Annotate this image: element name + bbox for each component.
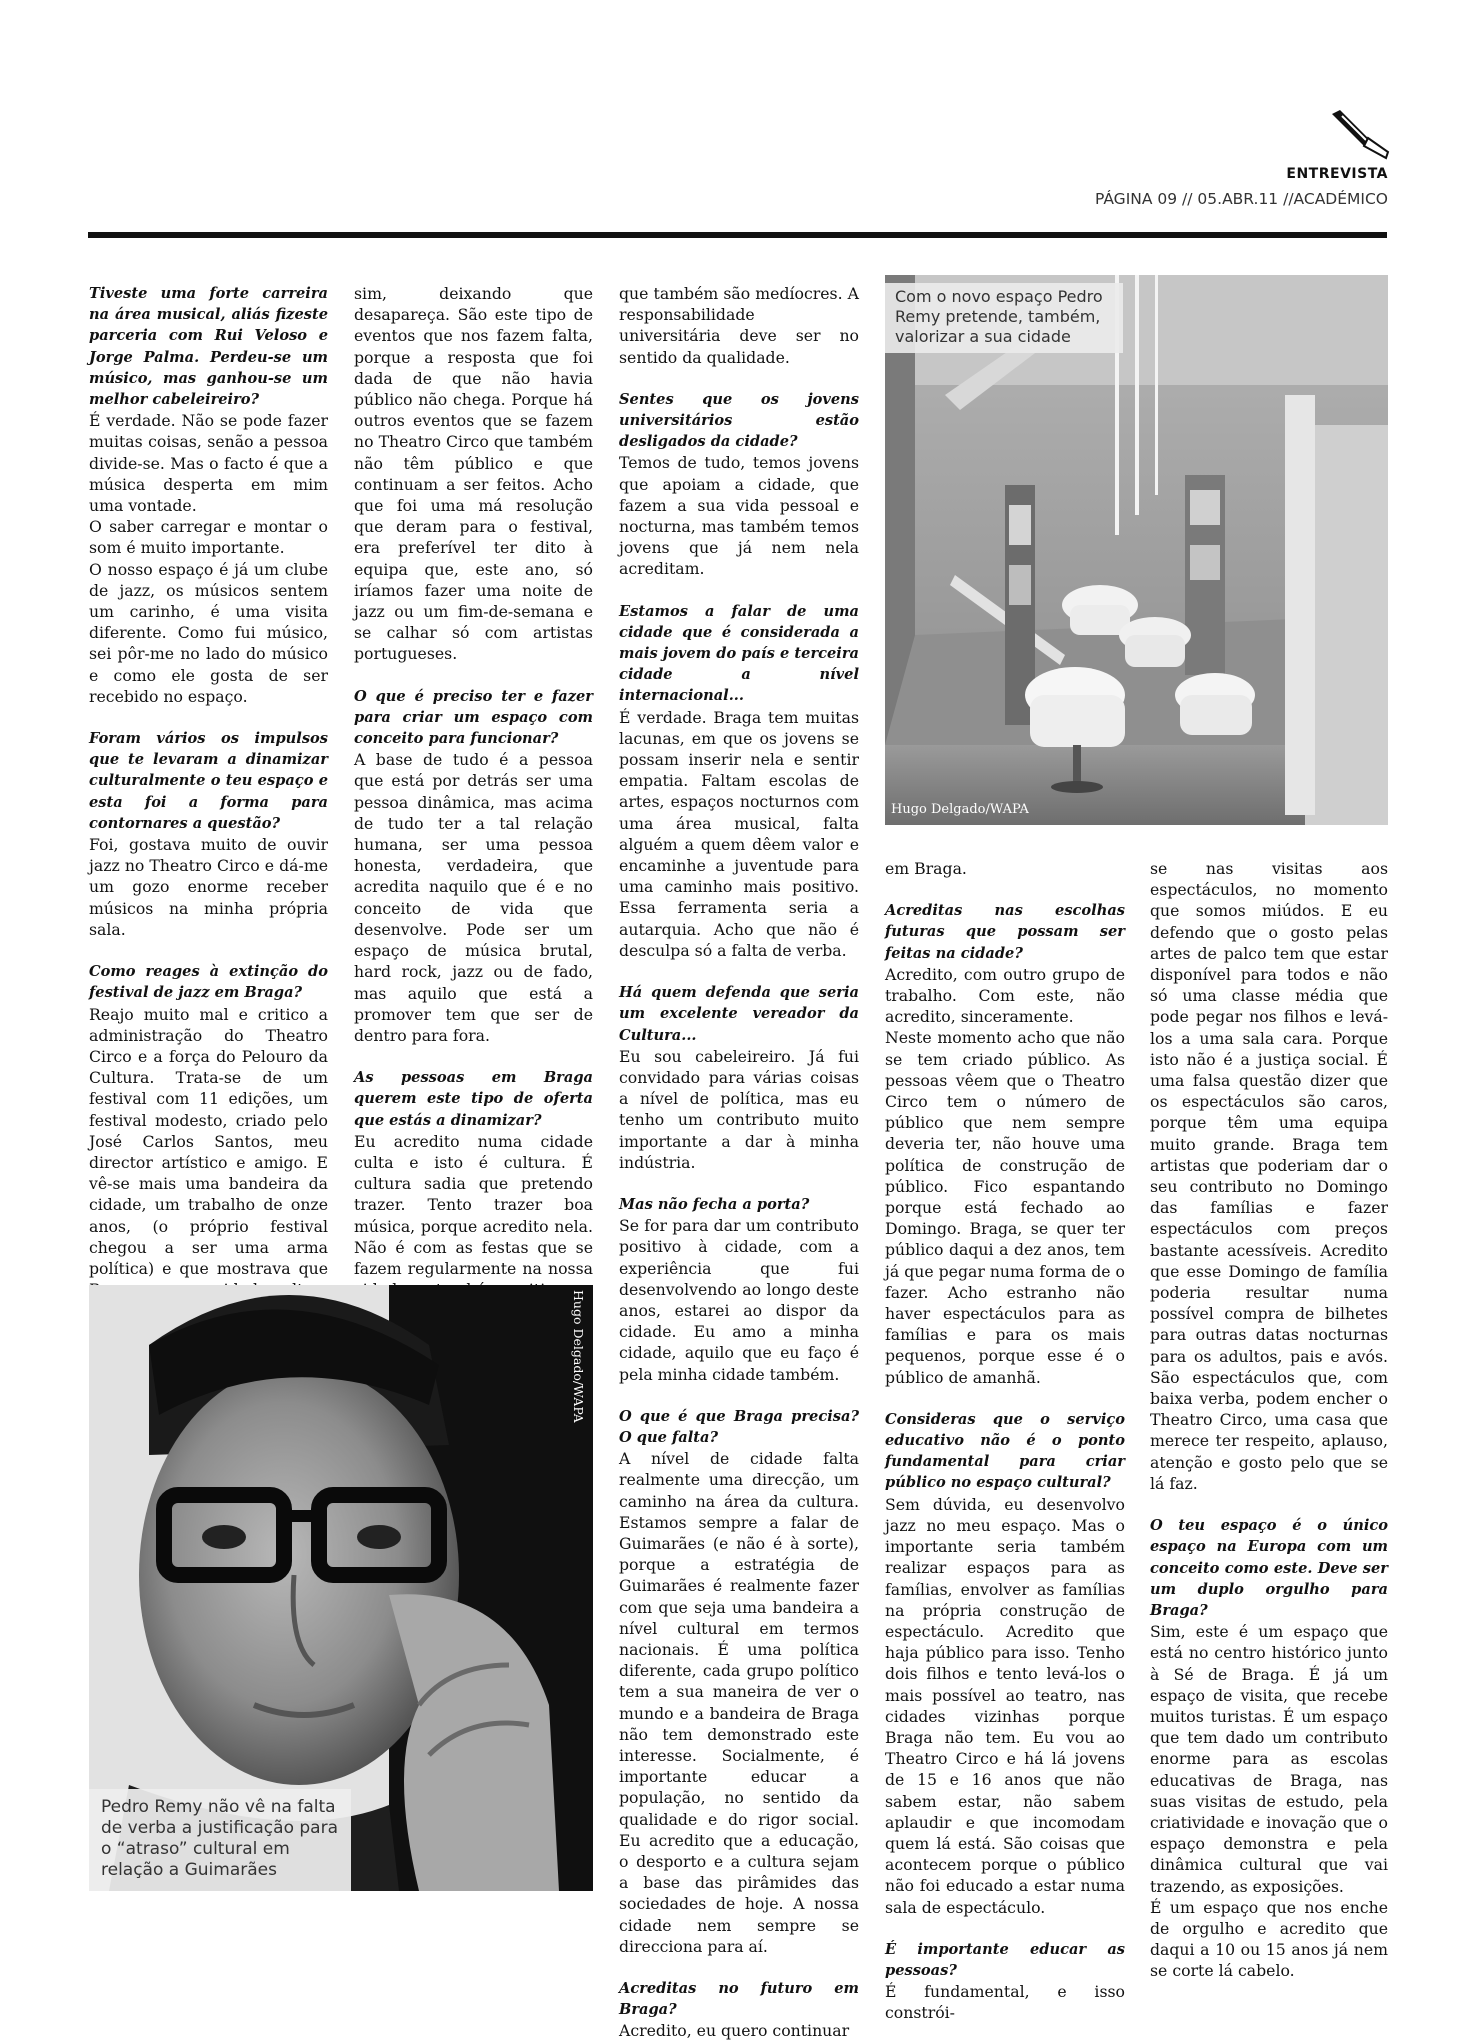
column-3 [619, 283, 859, 2042]
interview-question: Tiveste uma forte carreira na área musical, aliás fizeste parceria com Rui Veloso e Jorge Palma. Perdeu-se um músico, mas ganhou-se um melhor cabeleireiro? [89, 285, 328, 409]
interview-answer: O nosso espaço é já um clube de jazz, os músicos sentem um carinho, é uma visita diferente. Como fui músico, sei pôr-me no lado do músico e como ele gosta de ser recebido no espaço. [89, 559, 328, 706]
interview-question: Estamos a falar de uma cidade que é considerada a mais jovem do país e terceira cidade a nível internacional... [619, 602, 859, 705]
interview-answer: Eu sou cabeleireiro. Já fui convidado para várias coisas a nível de política, mas eu tenho um contributo muito importante a dar à minha indústria. [619, 1046, 859, 1172]
column-1 [89, 283, 328, 1322]
interview-question: Acreditas no futuro em Braga? [619, 1980, 859, 2019]
column-4 [885, 858, 1125, 2024]
interview-answer: A base de tudo é a pessoa que está por detrás ser uma pessoa dinâmica, mas acima de tudo ter a tal relação humana, ser uma pessoa honesta, verdadeira, que acredita naquilo que é e no conceito de vida que desenvolve. Pode ser um espaço de música brutal, hard rock, jazz ou de fado, mas aquilo que está a promover tem que ser de dentro para fora. [354, 750, 593, 1045]
interview-question: Acreditas nas escolhas futuras que possam ser feitas na cidade? [885, 902, 1125, 962]
portrait-photo [89, 1285, 593, 1891]
page-info: PÁGINA 09 // 05.ABR.11 //ACADÉMICO [1095, 190, 1388, 208]
interview-answer: que também são medíocres. A responsabilidade universitária deve ser no sentido da qualidade. [619, 284, 859, 367]
interview-answer: Eu acredito numa cidade culta e isto é cultura. É cultura sadia que pretendo trazer. Tento trazer boa música, porque acredito nela. Não é com as festas que se fazem regularmente na nossa [354, 1131, 593, 1278]
interview-answer: Sim, este é um espaço que está no centro histórico junto à Sé de Braga. É já um espaço de visita, que recebe muitos turistas. É um espaço que tem dado um contributo enorme para as escolas educativas de Braga, nas suas visitas de estudo, pela criatividade e inovação que o espaço demonstra e pela dinâmica cultural que vai trazendo, as exposições. [1150, 1622, 1388, 1896]
interview-answer: Acredito, eu quero continuar [619, 2021, 850, 2041]
interview-question: As pessoas em Braga querem este tipo de oferta que estás a dinamizar? [354, 1069, 593, 1129]
interview-question: O que é que Braga precisa? O que falta? [619, 1407, 859, 1446]
interview-answer: A nível de cidade falta realmente uma direcção, um caminho na área da cultura. Estamos sempre a falar de Guimarães (e não é à sorte), porque a estratégia de Guimarães é realmente fazer com que seja uma bandeira a nível cultural em termos nacionais. É uma política diferente, cada grupo político tem a sua maneira de ver o mundo e a bandeira de Braga não tem demonstrado este interesse. Socialmente, é importante educar a população, no sentido da qualidade e do rigor social. Eu acredito que a educação, o desporto e a cultura sejam a base das pirâmides das sociedades de hoje. A nossa cidade nem sempre se direcciona para aí. [619, 1449, 859, 1956]
salon-interior-photo [885, 275, 1388, 825]
photo-credit: Hugo Delgado/WAPA [891, 802, 1029, 817]
interview-answer: O saber carregar e montar o som é muito importante. [89, 517, 328, 558]
interview-question: É importante educar as pessoas? [885, 1940, 1125, 1979]
interview-answer: se nas visitas aos espectáculos, no momento que somos miúdos. E eu defendo que o gosto pelas artes de palco tem que estar disponível para todos e não só uma classe média que pode pegar nos filhos e levá-los a uma sala cara. Porque isto não é a justiça social. É uma falsa questão dizer que os espectáculos são caros, porque têm uma equipa muito grande. Braga tem artistas que poderiam dar o seu contributo no Domingo das famílias e fazer espectáculos com preços bastante acessíveis. Acredito que esse Domingo de família poderia resultar numa possível compra de bilhetes para outras datas nocturnas para os adultos, pais e avós. São espectáculos que, com baixa verba, podem encher o Theatro Circo, uma casa que merece ter respeito, aplauso, atenção e gosto pelo que se lá faz. [1150, 859, 1388, 1493]
interview-question: Mas não fecha a porta? [619, 1195, 810, 1213]
interview-question: Como reages à extinção do festival de jazz em Braga? [89, 963, 328, 1002]
interview-question: Consideras que o serviço educativo não é o ponto fundamental para criar público no espaço cultural? [885, 1410, 1125, 1492]
interview-answer: Temos de tudo, temos jovens que apoiam a cidade, que fazem a sua vida pessoal e nocturna, mas também temos jovens que já nem nela acreditam. [619, 453, 859, 579]
portrait-caption: Pedro Remy não vê na falta de verba a justificação para o “atraso” cultural em relação a Guimarães [89, 1789, 351, 1891]
interview-question: O teu espaço é o único espaço na Europa com um conceito como este. Deve ser um duplo orgulho para Braga? [1150, 1517, 1388, 1619]
interview-answer: Neste momento acho que não se tem criado público. As pessoas vêem que o Theatro Circo tem o número de público que nem sempre deveria ter, não houve uma política de construção de público. Fico espantando porque está fechado ao Domingo. Braga, se quer ter público daqui a dez anos, tem já que pegar numa forma de o fazer. Acho estranho não haver espectáculos para as famílias e para os mais pequenos, porque esse é o público de amanhã. [885, 1028, 1125, 1387]
hair-clipper-logo-icon [1328, 108, 1393, 160]
interview-answer: É um espaço que nos enche de orgulho e acredito que daqui a 10 ou 15 anos já nem se corte lá cabelo. [1150, 1897, 1388, 1981]
interview-answer: Reajo muito mal e critico a administração do Theatro Circo e a força do Pelouro da Cultura. Trata-se de um festival com 11 edições, um festival modesto, criado pelo José Carlos Santos, meu director artístico e amigo. E vê-se mais uma bandeira da cidade, um trabalho de onze anos, (o próprio festival chegou a ser uma arma política) e que mostrava que [89, 1004, 328, 1278]
interview-answer: É verdade. Braga tem muitas lacunas, em que os jovens se possam inserir nela e sentir empatia. Faltam escolas de artes, espaços nocturnos com uma área musical, falta alguém a quem dêem valor e encaminhe a juventude para uma caminho mais positivo. Essa ferramenta seria a autarquia. Acho que não é desculpa só a falta de verba. [619, 707, 859, 960]
interview-answer: É verdade. Não se pode fazer muitas coisas, senão a pessoa divide-se. Mas o facto é que a música desperta em mim uma vontade. [89, 411, 328, 516]
portrait-credit: Hugo Delgado/WAPA [571, 1290, 586, 1423]
interview-answer: sim, deixando que desapareça. São este tipo de eventos que nos fazem falta, porque a resposta que foi dada de que não havia público não chega. Porque há outros eventos que se fazem no Theatro Circo que também não têm público e que continuam a ser feitos. Acho que foi uma má resolução que deram para o festival, era preferível ter dito à equipa que, este ano, só iríamos fazer uma noite de jazz ou um fim-de-semana e se calhar só com artistas portugueses. [354, 284, 593, 664]
photo-caption: Com o novo espaço Pedro Remy pretende, também, valorizar a sua cidade [885, 283, 1123, 353]
section-label: ENTREVISTA [1286, 166, 1388, 182]
interview-question: Sentes que os jovens universitários estão desligados da cidade? [619, 390, 859, 451]
interview-answer: em Braga. [885, 859, 967, 878]
column-2 [354, 283, 593, 1322]
interview-answer: Acredito, com outro grupo de trabalho. Com este, não acredito, sinceramente. [885, 964, 1125, 1027]
interview-answer: É fundamental, e isso constrói- [885, 1982, 1125, 2023]
column-5 [1150, 858, 1388, 1982]
interview-question: O que é preciso ter e fazer para criar um espaço com conceito para funcionar? [354, 687, 593, 748]
interview-question: Foram vários os impulsos que te levaram a dinamizar culturalmente o teu espaço e esta foi a forma para contornares a questão? [89, 730, 328, 832]
interview-answer: Se for para dar um contributo positivo à cidade, com a experiência que fui desenvolvendo ao longo deste anos, estarei ao dispor da cidade. Eu amo a minha cidade, aquilo que eu faço é pela minha cidade também. [619, 1216, 859, 1384]
interview-question: Há quem defenda que seria um excelente vereador da Cultura... [619, 984, 859, 1044]
interview-answer: Foi, gostava muito de ouvir jazz no Theatro Circo e dá-me um gozo enorme receber músicos na minha própria sala. [89, 835, 328, 939]
interview-answer: Sem dúvida, eu desenvolvo jazz no meu espaço. Mas o importante seria também realizar espaços para as famílias, envolver as famílias na própria construção de espectáculo. Acredito que haja público para isso. Tenho dois filhos e tento levá-los o mais possível ao teatro, nas cidades vizinhas porque Braga não tem. Eu vou ao Theatro Circo e há lá jovens de 15 e 16 anos que não sabem estar, não sabem aplaudir e que incomodam quem lá está. São coisas que acontecem porque o público não foi educado a estar numa sala de espectáculo. [885, 1494, 1125, 1917]
header-rule [88, 232, 1387, 238]
